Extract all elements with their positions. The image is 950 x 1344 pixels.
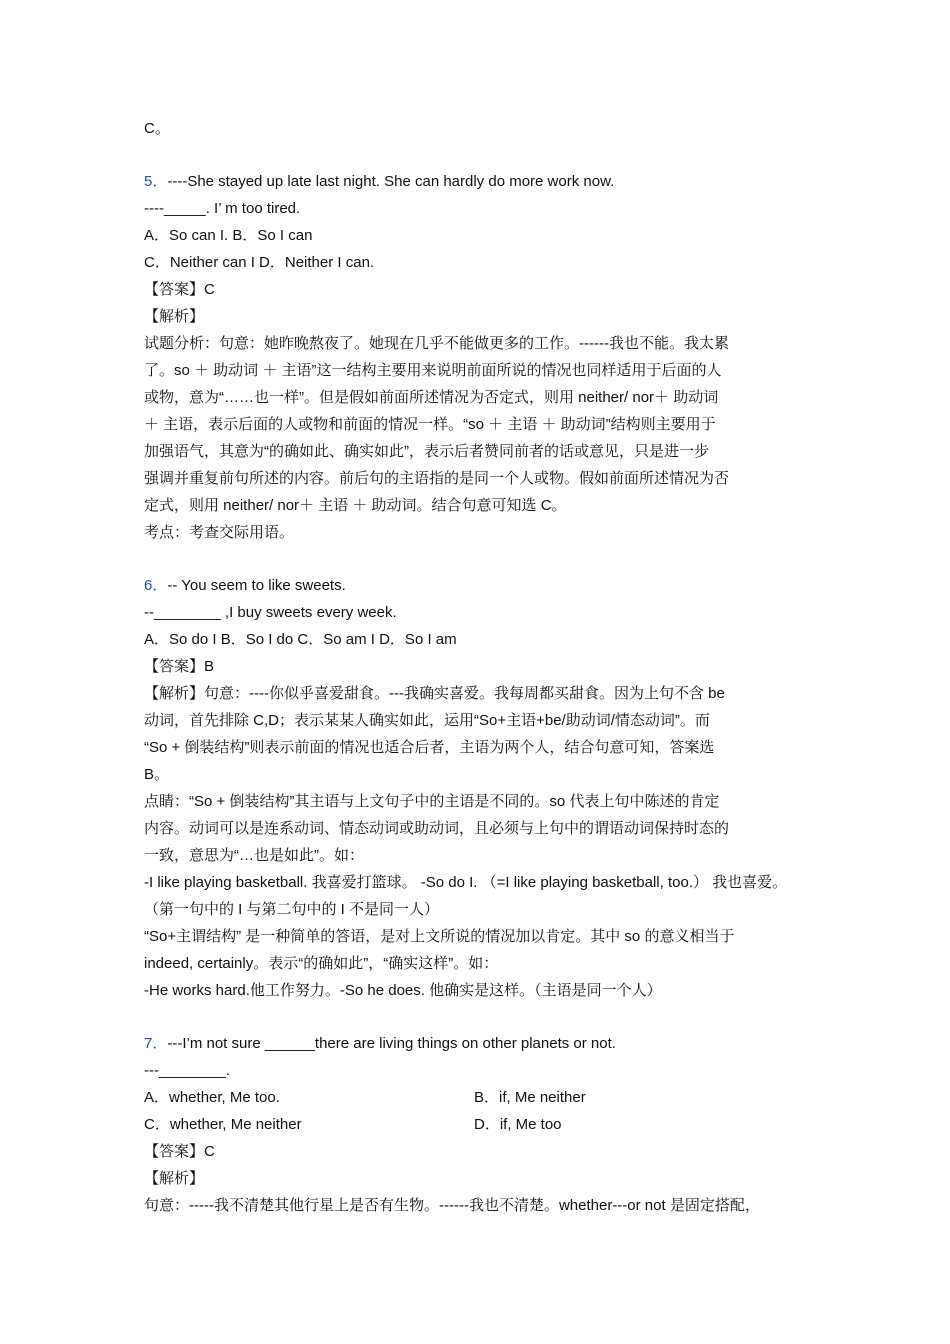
q5-answer: 【答案】C (144, 281, 215, 298)
q7-option-d: D．if, Me too (474, 1116, 562, 1133)
q7-blank: ______ (264, 1035, 315, 1052)
q6-reply: --________ ,I buy sweets every week. (144, 604, 397, 621)
q6-analysis-line: 点睛：“So + 倒装结构”其主语与上文句子中的主语是不同的。so 代表上句中陈述的肯定 (144, 793, 720, 810)
q5-analysis-line: 试题分析：句意：她昨晚熬夜了。她现在几乎不能做更多的工作。------我也不能。我太累 (144, 335, 729, 352)
q5-analysis-line: 强调并重复前句所述的内容。前后句的主语指的是同一个人或物。假如前面所述情况为否 (144, 470, 730, 487)
q6-analysis-line: 一致，意思为“…也是如此”。如： (144, 847, 364, 864)
q6-number: 6． (144, 577, 168, 594)
q7-reply: ---________. (144, 1062, 230, 1079)
q6-answer: 【答案】B (144, 658, 215, 675)
q5-prompt: 5．----She stayed up late last night. She can hardly do more work now. (144, 173, 615, 190)
q7-options-ab (144, 1084, 824, 1111)
q7-answer: 【答案】C (144, 1143, 215, 1160)
document-content (144, 115, 824, 1219)
q5-number: 5． (144, 173, 168, 190)
q7-options-cd (144, 1111, 824, 1138)
q7-option-c: C．whether, Me neither (144, 1116, 302, 1133)
q5-analysis-label: 【解析】 (144, 308, 205, 325)
q6-analysis-line: -I like playing basketball. 我喜爱打篮球。 -So do I. （=I like playing basketball, too.） 我也喜爱。 (144, 874, 788, 891)
q6-prompt: 6．-- You seem to like sweets. (144, 577, 346, 594)
q5-options-cd: C．Neither can I D．Neither I can. (144, 254, 375, 271)
q7-option-b: B．if, Me neither (474, 1089, 586, 1106)
q7-number: 7． (144, 1035, 168, 1052)
q5-kaodian: 考点：考查交际用语。 (144, 524, 295, 541)
q7-prompt: 7．---I’m not sure ______there are living things on other planets or not. (144, 1035, 616, 1052)
q6-analysis-line: 【解析】句意：----你似乎喜爱甜食。---我确实喜爱。我每周都买甜食。因为上句不含 be (144, 685, 725, 702)
q5-analysis-line: 了。so ＋ 助动词 ＋ 主语”这一结构主要用来说明前面所说的情况也同样适用于后面的人 (144, 362, 722, 379)
q6-analysis-line: B。 (144, 766, 170, 783)
q6-analysis-line: “So + 倒装结构”则表示前面的情况也适合后者，主语为两个人，结合句意可知，答案选 (144, 739, 715, 756)
q5-reply: ----_____. I’ m too tired. (144, 200, 301, 217)
q6-analysis-line: “So+主谓结构” 是一种简单的答语，是对上文所说的情况加以肯定。其中 so 的意义相当于 (144, 928, 735, 945)
q6-options: A．So do I B．So I do C．So am I D．So I am (144, 631, 457, 648)
q6-analysis-line: （第一句中的 I 与第二句中的 I 不是同一人） (144, 901, 440, 918)
q5-blank: _____ (163, 200, 206, 217)
q6-analysis-line: 动词，首先排除 C,D；表示某某人确实如此，运用“So+主语+be/助动词/情态动词”。而 (144, 712, 710, 729)
q5-options-ab: A．So can I. B．So I can (144, 227, 313, 244)
q5-analysis-line: 定式，则用 neither/ nor＋ 主语 ＋ 助动词。结合句意可知选 C。 (144, 497, 567, 514)
prev-answer-fragment: C。 (144, 120, 170, 137)
q5-analysis-line: 或物，意为“……也一样”。但是假如前面所述情况为否定式，则用 neither/ nor＋ 助动词 (144, 389, 719, 406)
q6-analysis-line: indeed, certainly。表示“的确如此”，“确实这样”。如： (144, 955, 499, 972)
q5-analysis-line: 加强语气，其意为“的确如此、确实如此”，表示后者赞同前者的话或意见，只是进一步 (144, 443, 709, 460)
q6-analysis-line: 内容。动词可以是连系动词、情态动词或助动词，且必须与上句中的谓语动词保持时态的 (144, 820, 730, 837)
q6-analysis-line: -He works hard.他工作努力。-So he does. 他确实是这样。（主语是同一个人） (144, 982, 662, 999)
q7-analysis-label: 【解析】 (144, 1170, 205, 1187)
q7-option-a: A．whether, Me too. (144, 1089, 280, 1106)
q7-analysis-line: 句意：-----我不清楚其他行星上是否有生物。------我也不清楚。whether---or not 是固定搭配， (144, 1197, 760, 1214)
q5-analysis-line: ＋ 主语，表示后面的人或物和前面的情况一样。“so ＋ 主语 ＋ 助动词”结构则主要用于 (144, 416, 716, 433)
